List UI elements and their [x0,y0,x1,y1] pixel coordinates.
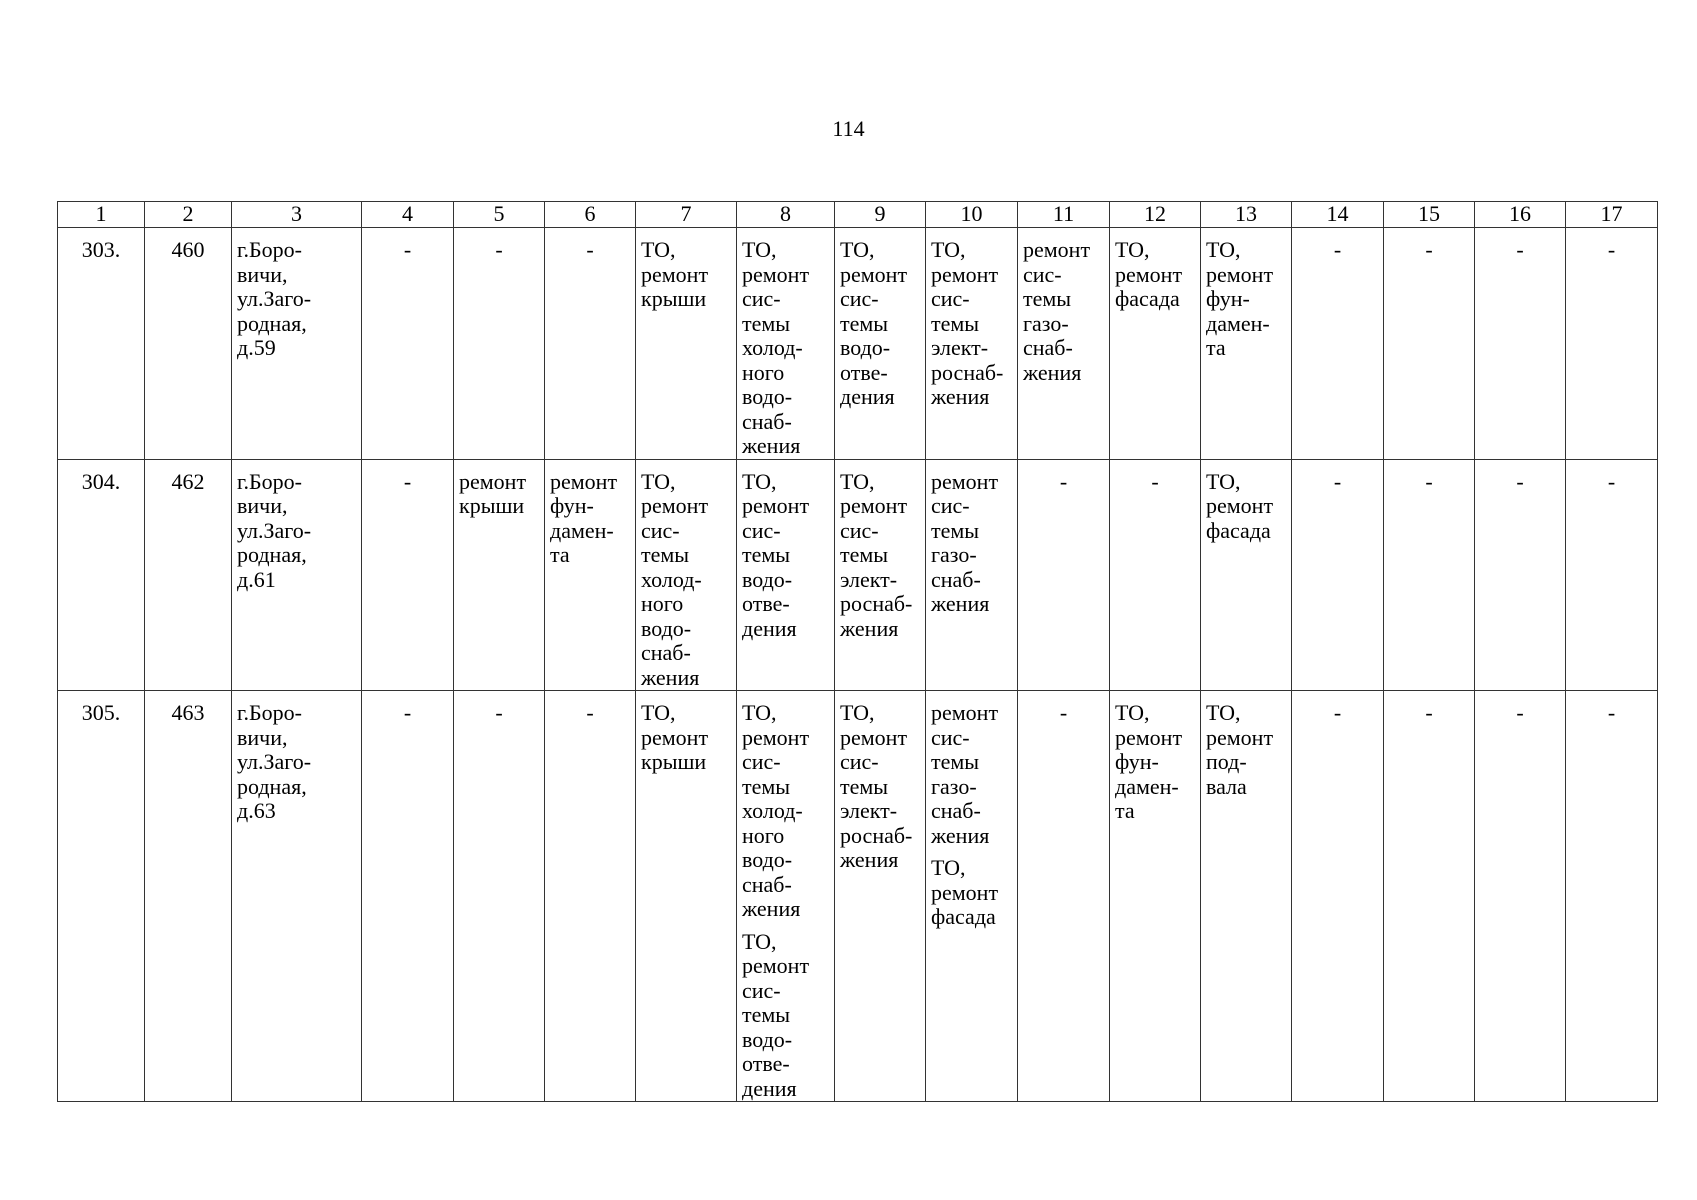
page-number: 114 [832,116,865,141]
column-number-header: 1 [58,202,145,228]
table-cell: - [362,459,454,691]
address-line: г.Боро- [237,700,303,725]
work-item-line: дения [742,615,797,641]
work-item [742,701,834,922]
work-item-line: темы [840,773,889,799]
work-type-cell [926,228,1018,460]
work-item [931,470,1017,617]
work-item-line: дамен- [1206,310,1270,336]
work-item-line: ремонт [641,493,709,518]
work-item-line: ремонт [742,261,810,287]
work-item-line: ремонт [931,261,999,287]
work-type-cell [1110,228,1201,460]
work-item-line: газо- [931,773,977,799]
work-item-line: жения [840,847,899,872]
work-item-line: сис- [641,517,680,543]
work-type-cell [737,691,835,1102]
column-number-header: 9 [835,202,926,228]
address-line: родная, [237,542,307,567]
address-line: вичи, [237,724,288,750]
work-item-line: фасада [1206,517,1271,543]
column-number-header: 4 [362,202,454,228]
work-item-line: ТО, [641,700,676,725]
work-item [1206,238,1291,361]
work-item-line: под- [1206,749,1247,774]
column-number-header: 3 [232,202,362,228]
table-row [58,228,1658,460]
table-cell: - [454,228,545,460]
work-item-line: ТО, [1206,237,1241,262]
work-item-line: газо- [931,542,977,567]
work-item-line: отве- [840,359,888,385]
work-item-line: роснаб- [840,591,913,616]
table-cell: - [1475,459,1566,691]
work-item-line: ТО, [742,237,777,262]
work-item-line: ТО, [840,468,875,494]
address-cell [232,228,362,460]
work-item-line: фун- [1115,749,1159,774]
column-number-row [58,202,1658,228]
work-item-line: та [1115,798,1135,823]
table-body [58,202,1658,1102]
address-line: родная, [237,773,307,799]
work-item-line: ТО, [931,237,966,262]
work-item-line: ТО, [1206,468,1241,494]
work-item [641,701,736,775]
row-number-cell: 304. [58,459,145,691]
address-line: д.63 [237,798,276,823]
work-type-cell [926,691,1018,1102]
work-item [1115,238,1200,312]
work-item-line: ТО, [742,928,777,954]
work-item-line: та [550,542,570,567]
work-type-cell [1201,691,1292,1102]
address-cell [232,459,362,691]
work-item-line: ремонт [840,493,908,518]
work-item-line: крыши [641,286,707,311]
table-cell: - [1566,459,1658,691]
work-item [840,238,925,410]
work-item [742,238,834,459]
column-number-header: 17 [1566,202,1658,228]
work-item-line: снаб- [742,408,792,434]
work-item-line: ремонт [1206,493,1274,518]
work-item-line: темы [742,773,791,799]
work-item-line: жения [1023,359,1082,385]
work-item-line: сис- [931,724,970,750]
work-item-line: ТО, [1206,700,1241,725]
work-item-line: темы [641,542,690,567]
work-item-line: водо- [742,847,793,872]
work-item-line: водо- [742,384,793,409]
column-number-header: 8 [737,202,835,228]
work-item-line: сис- [742,286,781,311]
work-type-cell [1110,691,1201,1102]
work-item [641,470,736,691]
work-item-line: водо- [742,1026,793,1052]
work-item-line: ремонт [931,879,999,905]
work-item-line: фун- [550,493,594,518]
work-item-line: ТО, [641,468,676,494]
work-type-cell [1201,459,1292,691]
work-item-line: ТО, [840,700,875,725]
work-item-line: ремонт [1023,237,1091,262]
work-item-line: ремонт [641,724,709,750]
table-cell: - [1384,691,1475,1102]
work-item [742,470,834,642]
object-id-cell: 463 [145,691,232,1102]
work-item-line: ремонт [840,261,908,287]
work-item-line: сис- [742,977,781,1003]
work-type-cell [454,459,545,691]
work-type-cell [835,228,926,460]
address-line: родная, [237,310,307,336]
work-item-line: фун- [1206,286,1250,311]
work-item-line: ного [742,822,785,848]
work-type-cell [636,228,737,460]
work-item-line: ремонт [1206,261,1274,287]
work-item-line: жения [742,433,801,458]
work-item-line: жения [931,822,990,848]
work-item-line: ремонт [1206,724,1274,750]
table-cell: - [1110,459,1201,691]
address-line: г.Боро- [237,237,303,262]
work-item-line: жения [931,384,990,409]
work-item-line: темы [931,517,980,543]
column-number-header: 11 [1018,202,1110,228]
column-number-header: 5 [454,202,545,228]
table-cell: - [1292,459,1384,691]
work-item-line: сис- [1023,261,1062,287]
table-cell: - [362,228,454,460]
work-item-line: снаб- [641,640,691,665]
column-number-header: 7 [636,202,737,228]
work-item-line: снаб- [931,798,981,823]
work-item-line: холод- [742,798,803,823]
work-item-line: ТО, [1115,237,1150,262]
work-item-line: дения [840,384,895,409]
work-item-line: сис- [931,286,970,311]
work-item-line: сис- [742,749,781,774]
work-item-line: дамен- [550,517,614,543]
work-item-line: темы [742,310,791,336]
address-cell [232,691,362,1102]
work-item-line: ремонт [550,468,618,494]
work-item-line: ремонт [1115,261,1183,287]
table-row [58,459,1658,691]
table-cell: - [1018,459,1110,691]
table-row [58,691,1658,1102]
work-type-cell [835,691,926,1102]
work-item-line: отве- [742,1051,790,1076]
work-type-cell [636,691,737,1102]
work-item-line: холод- [641,566,702,592]
row-number-cell: 305. [58,691,145,1102]
work-item-line: снаб- [931,566,981,592]
work-type-cell [926,459,1018,691]
work-item-line: крыши [641,749,707,774]
work-item [1023,238,1109,385]
table-cell: - [454,691,545,1102]
work-type-cell [835,459,926,691]
work-type-cell [1018,228,1110,460]
work-item [840,701,925,873]
column-number-header: 13 [1201,202,1292,228]
work-item-line: фасада [1115,286,1180,311]
row-number-cell: 303. [58,228,145,460]
work-item [931,856,1017,930]
work-item-line: водо- [641,615,692,641]
work-item-line: водо- [742,566,793,592]
work-item [742,930,834,1102]
work-item-line: ТО, [641,237,676,262]
table-cell: - [1292,228,1384,460]
work-item [550,470,635,568]
work-item [1115,701,1200,824]
object-id-cell: 462 [145,459,232,691]
work-item-line: ТО, [742,700,777,725]
work-item-line: водо- [840,335,891,360]
column-number-header: 6 [545,202,636,228]
table-cell: - [1292,691,1384,1102]
work-item [641,238,736,312]
work-item-line: элект- [840,798,898,823]
address-line: вичи, [237,493,288,518]
work-item-line: сис- [742,517,781,543]
work-type-cell [545,459,636,691]
work-item-line: газо- [1023,310,1069,336]
table-cell: - [545,228,636,460]
work-item [1206,470,1291,544]
column-number-header: 2 [145,202,232,228]
work-item-line: ремонт [931,468,999,494]
work-item-line: снаб- [1023,335,1073,360]
work-type-cell [737,228,835,460]
work-item-line: ТО, [1115,700,1150,725]
work-type-cell [1201,228,1292,460]
work-item-line: элект- [931,335,989,360]
work-item-line: ного [742,359,785,385]
work-item-line: роснаб- [931,359,1004,385]
work-item-line: сис- [931,493,970,518]
work-item-line: дамен- [1115,773,1179,799]
work-item-line: темы [931,749,980,774]
address-line: д.59 [237,335,276,360]
table-cell: - [1566,228,1658,460]
work-item-line: холод- [742,335,803,360]
work-item-line: темы [742,1002,791,1027]
address-line: д.61 [237,566,276,592]
work-item-line: снаб- [742,871,792,897]
work-item-line: жения [840,615,899,641]
work-item-line: ного [641,591,684,616]
work-item-line: вала [1206,773,1247,799]
work-item [931,238,1017,410]
work-item-line: ремонт [742,953,810,978]
column-number-header: 10 [926,202,1018,228]
table-cell: - [1566,691,1658,1102]
work-item-line: фасада [931,904,996,929]
object-id-cell: 460 [145,228,232,460]
work-item [1206,701,1291,799]
work-item-line: сис- [840,517,879,543]
work-item-line: ТО, [742,468,777,494]
work-item-line: темы [1023,286,1072,311]
work-item-line: ремонт [742,493,810,518]
work-item [931,701,1017,848]
work-item-line: крыши [459,493,525,518]
work-item-line: ТО, [840,237,875,262]
column-number-header: 15 [1384,202,1475,228]
work-item-line: ТО, [931,855,966,880]
work-item-line: темы [931,310,980,336]
address-line: ул.Заго- [237,286,312,311]
work-item-line: ремонт [931,700,999,725]
column-number-header: 16 [1475,202,1566,228]
table-cell: - [1475,691,1566,1102]
work-item-line: жения [742,896,801,921]
works-table [57,201,1658,1102]
work-item-line: дения [742,1075,797,1101]
work-item-line: ремонт [742,724,810,750]
work-item [459,470,544,519]
address-line: г.Боро- [237,468,303,494]
address-line: ул.Заго- [237,517,312,543]
work-item-line: темы [840,310,889,336]
work-item-line: сис- [840,286,879,311]
column-number-header: 14 [1292,202,1384,228]
column-number-header: 12 [1110,202,1201,228]
work-item-line: роснаб- [840,822,913,848]
work-item-line: ремонт [459,468,527,494]
work-type-cell [636,459,737,691]
table-cell: - [545,691,636,1102]
work-item-line: жения [931,591,990,616]
work-item-line: та [1206,335,1226,360]
work-item-line: отве- [742,591,790,616]
work-item-line: элект- [840,566,898,592]
work-item-line: темы [742,542,791,567]
work-item-line: темы [840,542,889,567]
address-line: ул.Заго- [237,749,312,774]
table-cell: - [1475,228,1566,460]
work-item [840,470,925,642]
work-item-line: ремонт [641,261,709,287]
table-cell: - [1384,228,1475,460]
work-item-line: ремонт [840,724,908,750]
address-line: вичи, [237,261,288,287]
table-cell: - [1384,459,1475,691]
work-item-line: жения [641,664,700,690]
table-cell: - [1018,691,1110,1102]
table-cell: - [362,691,454,1102]
work-item-line: ремонт [1115,724,1183,750]
work-type-cell [737,459,835,691]
work-item-line: сис- [840,749,879,774]
